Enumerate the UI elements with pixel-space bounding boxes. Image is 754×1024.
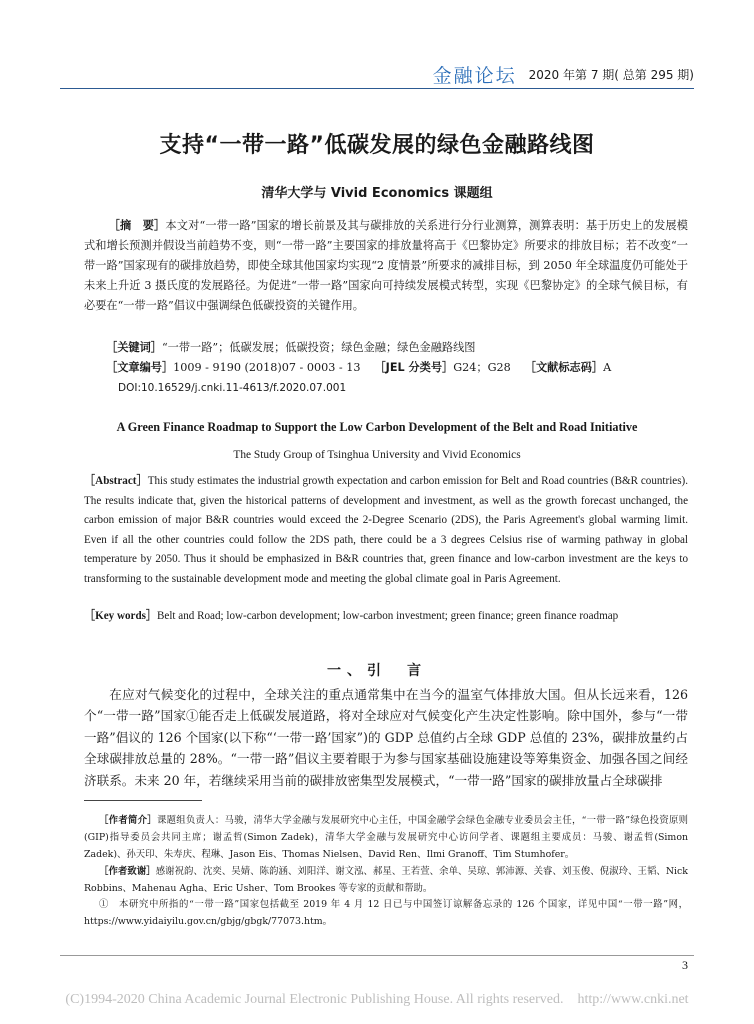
footnote-author-intro — [84, 812, 688, 863]
jel-label: ［JEL 分类号］ — [374, 361, 454, 374]
acknowledgement-label: ［作者致谢］ — [99, 866, 156, 877]
article-title-en: A Green Finance Roadmap to Support the Low Carbon Development of the Belt and Road Initiative — [116, 420, 638, 434]
doc-code-label: ［文献标志码］ — [524, 361, 604, 374]
article-author-cn: 清华大学与 Vivid Economics 课题组 — [261, 186, 493, 201]
abstract-en-label: ［Abstract］ — [84, 475, 148, 487]
footnote-acknowledgement — [84, 863, 688, 897]
abstract-cn-label: ［摘 要］ — [108, 219, 166, 232]
footnote-divider — [84, 800, 202, 801]
article-no-label: ［文章编号］ — [106, 361, 174, 374]
keywords-cn-label: ［关键词］ — [106, 341, 162, 354]
author-intro-label: ［作者简介］ — [99, 815, 157, 826]
article-author-en: The Study Group of Tsinghua University and Vivid Economics — [233, 449, 521, 461]
keywords-cn-text: “一带一路”；低碳发展；低碳投资；绿色金融；绿色金融路线图 — [161, 341, 476, 354]
bottom-divider — [60, 955, 694, 956]
journal-name: 金融论坛 — [432, 65, 517, 87]
keywords-en-label: ［Key words］ — [84, 610, 158, 622]
body-paragraph: 在应对气候变化的过程中，全球关注的重点通常集中在当今的温室气体排放大国。但从长远来看，126 个“一带一路”国家①能否走上低碳发展道路，将对全球应对气候变化产生决定性影响。除中国外，参与“一带一路”倡议的 126 个国家(以下称“‘一带一路’国家”)的 GDP 总值约占全球 GDP 总值的 23%，碳排放量约占全球碳排放总量的 28%。“一带一路”倡议主要着眼于为参与国家基础设施建设等筹集资金、加强各国之间经济联系。未来 20 年，若继续采用当前的碳排放密集型发展模式，“一带一路”国家的碳排放量占全球碳排 — [84, 687, 688, 788]
article-no: 1009 - 9190 (2018)07 - 0003 - 13 — [173, 361, 361, 374]
article-meta-row — [106, 358, 688, 378]
abstract-cn-text: 本文对“一带一路”国家的增长前景及其与碳排放的关系进行分行业测算，测算表明：基于历史上的发展模式和增长预测并假设当前趋势不变，则“一带一路”主要国家的排放量将高于《巴黎协定》所要求的排放目标；若不改变“一带一路”国家现有的碳排放趋势，即使全球其他国家均实现“2 度情景”所要求的减排目标，到 2050 年全球温度仍可能处于未来上升近 3 摄氏度的发展路径。为促进“一带一路”国家向可持续发展模式转型，实现《巴黎协定》的全球气候目标，有必要在“一带一路”倡议中强调绿色低碳投资的关键作用。 — [84, 219, 688, 312]
keywords-cn — [106, 338, 688, 358]
jel-codes: G24；G28 — [453, 361, 511, 374]
article-title-cn: 支持“一带一路”低碳发展的绿色金融路线图 — [159, 133, 595, 158]
issue-info: 2020 年第 7 期( 总第 295 期) — [528, 68, 694, 82]
page-number: 3 — [682, 958, 688, 972]
keywords-en-text: Belt and Road; low-carbon development; low-carbon investment; green finance; green finance roadmap — [157, 610, 619, 622]
acknowledgement-text: 感谢祝韵、沈奕、吴婧、陈韵涵、刘阳洋、谢文泓、郝星、王若萱、余单、吴琼、郭沛源、关睿、刘玉俊、倪淑玲、王韬、Nick Robbins、Mahenau Agha、Eric Usher、Tom Brookes 等专家的贡献和帮助。 — [84, 866, 688, 894]
running-header — [60, 60, 694, 89]
copyright-watermark: (C)1994-2020 China Academic Journal Electronic Publishing House. All rights reserved. http://www.cnki.net — [65, 992, 689, 1007]
footnote-1: ① 本研究中所指的“一带一路”国家包括截至 2019 年 4 月 12 日已与中国签订谅解备忘录的 126 个国家，详见中国“一带一路”网，https://www.yidaiyilu.gov.cn/gbjg/gbgk/77073.htm。 — [84, 899, 688, 927]
section-heading: 一、引 言 — [327, 663, 427, 679]
author-intro-text: 课题组负责人：马骏，清华大学金融与发展研究中心主任，中国金融学会绿色金融专业委员会主任，“一带一路”绿色投资原则(GIP)指导委员会共同主席；谢孟哲(Simon Zadek)，清华大学金融与发展研究中心访问学者、课题组主要成员：马骏、谢孟哲(Simon Zadek)、孙天印、朱寿庆、程琳、Jason Eis、Thomas Nielsen、David Ren、Ilmi Granoff、Tim Stumhofer。 — [84, 815, 688, 860]
keywords-en — [84, 607, 688, 626]
doc-code: A — [603, 361, 612, 374]
abstract-en-text: This study estimates the industrial growth expectation and carbon emission for Belt and Road countries (B&R countries). The results indicate that, given the historical patterns of development and investment, as well as the growth forecast unchanged, the carbon emission of major B&R countries would exceed the 2-Degree Scenario (2DS), the Paris Agreement's global warming limit. Even if all the other countries could follow the 2DS path, there could be a 3 degrees Celsius rise of warming pathway in global temperature by 2050. Thus it should be emphasized in B&R countries that, green finance and low-carbon investment are the keys to transforming to the sustainable development mode and meeting the global climate goal in Paris Agreement. — [84, 475, 688, 585]
abstract-cn — [84, 216, 688, 316]
abstract-en — [84, 472, 688, 589]
doi: DOI:10.16529/j.cnki.11-4613/f.2020.07.001 — [118, 382, 347, 394]
